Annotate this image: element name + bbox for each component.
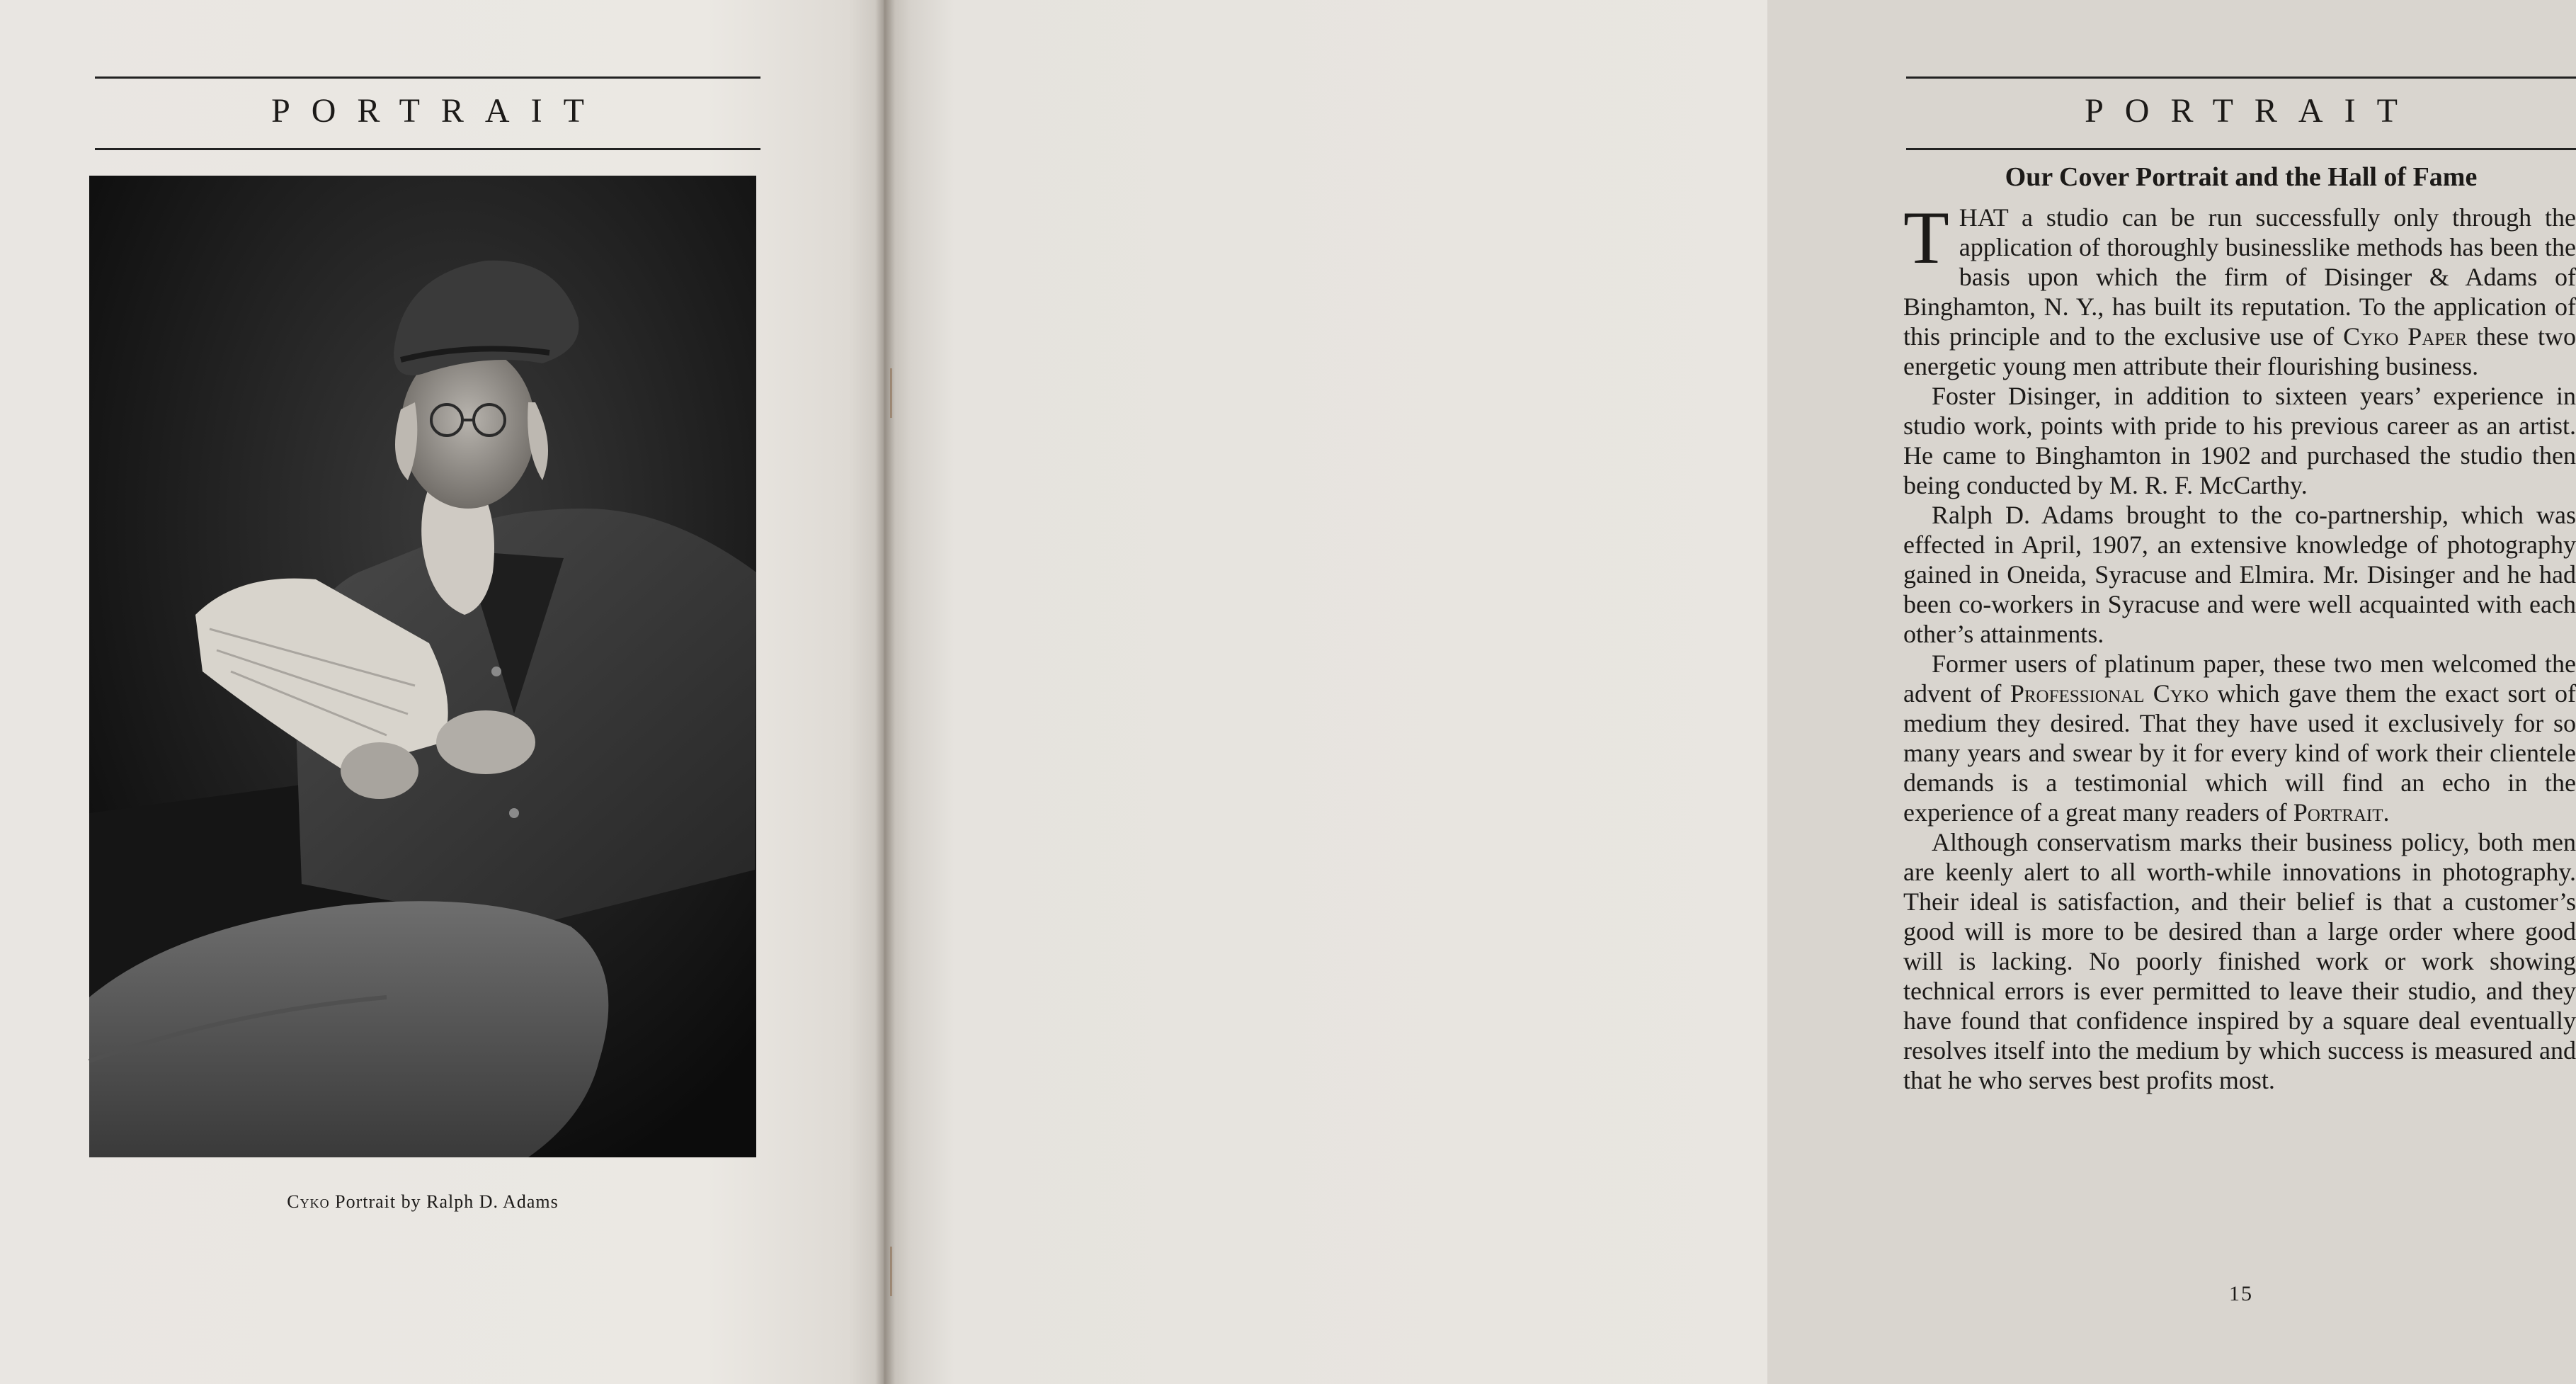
binding-stitch bbox=[890, 368, 892, 418]
running-head-left bbox=[95, 76, 760, 150]
running-head-left-text: PORTRAIT bbox=[271, 92, 605, 130]
paragraph-3: Ralph D. Adams brought to the co-partnership, which was effected in April, 1907, an extensive knowledge of photography gained in Oneida, Syracuse and Elmira. Mr. Disinger and he had been co-workers in Syracuse and were well acquainted with each other’s attainments. bbox=[1903, 501, 2576, 648]
p4-text-2: which gave them the exact sort of medium they desired. That they have used it exclusively for so many years and swear by it for every kind of work their clientele demands is a testimonial which will find an echo in the experience of a great many readers of bbox=[1903, 679, 2576, 827]
paragraph-5: Although conservatism marks their business policy, both men are keenly alert to all worth-while innovations in photography. Their ideal is satisfaction, and their belief is that a customer’s good will is more to be desired than a large order where good will is lacking. No poorly finished work or work showing technical errors is ever permitted to leave their studio, and they have found that confidence inspired by a square deal eventually resolves itself into the medium by which success is measured and that he who serves best profits most. bbox=[1903, 828, 2576, 1094]
running-head-right-text: PORTRAIT bbox=[2085, 92, 2419, 130]
page-number: 15 bbox=[2229, 1282, 2253, 1305]
article-title: Our Cover Portrait and the Hall of Fame bbox=[2005, 162, 2478, 192]
portrait-photo bbox=[89, 176, 756, 1157]
running-head-right bbox=[1906, 76, 2576, 150]
p4-text-3: . bbox=[2383, 798, 2390, 827]
p4-text-1: Former users of platinum paper, these two men welcomed the advent of bbox=[1903, 650, 2576, 708]
caption-brand: Cyko bbox=[287, 1191, 330, 1212]
photo-caption bbox=[89, 1191, 756, 1213]
portrait-photo-illustration bbox=[89, 176, 756, 1157]
binding-stitch bbox=[890, 1247, 892, 1296]
p4-magazine: Portrait bbox=[2293, 798, 2383, 827]
paragraph-4 bbox=[1903, 649, 2576, 827]
p1-text-2: these two energetic young men attribute their flourishing business. bbox=[1903, 322, 2576, 380]
caption-text: Portrait by Ralph D. Adams bbox=[329, 1191, 559, 1212]
article-body bbox=[1903, 196, 2576, 1095]
p1-brand: Cyko Paper bbox=[2343, 322, 2468, 351]
right-page bbox=[884, 0, 2576, 1384]
book-gutter bbox=[875, 0, 895, 1384]
paragraph-2: Foster Disinger, in addition to sixteen years’ experience in studio work, points with pride to his previous career as an artist. He came to Binghamton in 1902 and purchased the studio then being conducted by M. R. F. McCarthy. bbox=[1903, 382, 2576, 499]
p1-text-1: HAT a studio can be run successfully only through the application of thoroughly businesslike methods has been the basis upon which the firm of Disinger & Adams of Binghamton, N. Y., has built its reputation. To the application of this principle and to the exclusive use of bbox=[1903, 203, 2576, 351]
paragraph-1 bbox=[1903, 196, 2576, 381]
left-page bbox=[0, 0, 884, 1384]
drop-cap: T bbox=[1903, 196, 1949, 279]
p4-brand: Professional Cyko bbox=[2010, 679, 2209, 708]
